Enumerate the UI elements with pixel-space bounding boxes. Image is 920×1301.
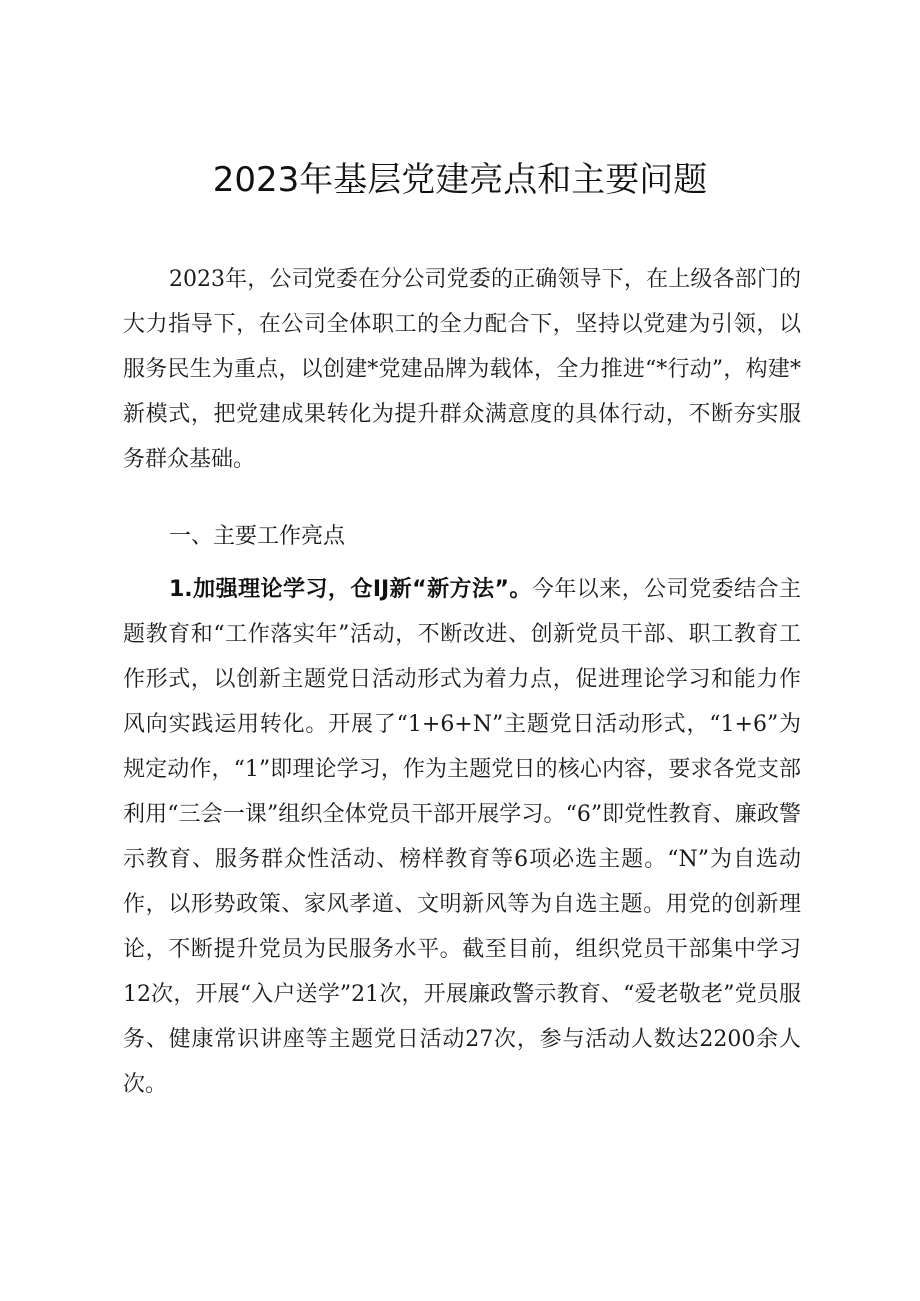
section-heading-highlights: 一、主要工作亮点 [169, 524, 346, 549]
intro-paragraph: 2023年，公司党委在分公司党委的正确领导下，在上级各部门的大力指导下，在公司全体职工的全力配合下，坚持以党建为引领，以服务民生为重点，以创建*党建品牌为载体，全力推进“*行动”，构建*新模式，把党建成果转化为提升群众满意度的具体行动，不断夯实服务群众基础。 [123, 267, 801, 472]
highlight-item-1-lead: 1.加强理论学习，仓IJ新“新方法”。 [169, 577, 532, 602]
highlight-item-1-body: 今年以来，公司党委结合主题教育和“工作落实年”活动，不断改进、创新党员干部、职工教育工作形式，以创新主题党日活动形式为着力点，促进理论学习和能力作风向实践运用转化。开展了“1+6+N”主题党日活动形式，“1+6”为规定动作，“1”即理论学习，作为主题党日的核心内容，要求各党支部利用“三会一课”组织全体党员干部开展学习。“6”即党性教育、廉政警示教育、服务群众性活动、榜样教育等6项必选主题。“N”为自选动作，以形势政策、家风孝道、文明新风等为自选主题。用党的创新理论，不断提升党员为民服务水平。截至目前，组织党员干部集中学习12次，开展“入户送学”21次，开展廉政警示教育、“爱老敬老”党员服务、健康常识讲座等主题党日活动27次，参与活动人数达2200余人次。 [123, 577, 801, 1097]
highlight-item-1 [123, 567, 801, 1107]
document-title: 2023年基层党建亮点和主要问题 [212, 160, 708, 200]
